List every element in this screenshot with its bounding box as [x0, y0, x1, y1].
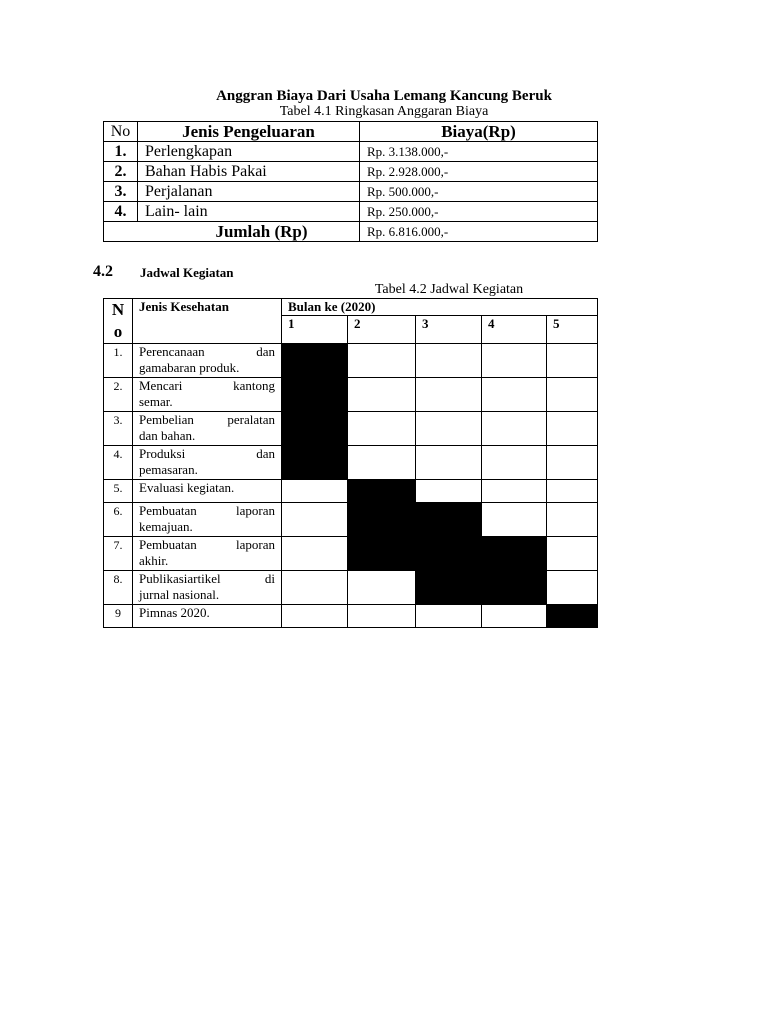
activity-line1: Pembuatan laporan [139, 503, 275, 518]
activity-line1: Publikasiartikel di [139, 571, 275, 586]
schedule-cell-empty [482, 503, 547, 537]
schedule-cell-empty [482, 412, 547, 446]
row-number: 4. [104, 202, 138, 222]
activity-cell [133, 537, 282, 571]
schedule-cell-filled [348, 537, 416, 571]
table-row [104, 605, 598, 628]
row-number: 3. [104, 412, 133, 446]
total-row [104, 222, 598, 242]
activity-cell [133, 344, 282, 378]
activity-cell [133, 480, 282, 503]
activity-cell [133, 446, 282, 480]
table-row [104, 480, 598, 503]
schedule-cell-filled [547, 605, 598, 628]
header-jenis-pengeluaran: Jenis Pengeluaran [138, 122, 360, 142]
header-no: No [104, 122, 138, 142]
row-number: 7. [104, 537, 133, 571]
schedule-cell-empty [348, 446, 416, 480]
schedule-cell-filled [282, 344, 348, 378]
row-number: 3. [104, 182, 138, 202]
month-label: 1 [282, 316, 348, 344]
table2-caption: Tabel 4.2 Jadwal Kegiatan [374, 282, 524, 297]
table-row [104, 202, 598, 222]
schedule-cell-empty [416, 480, 482, 503]
expense-cost: Rp. 2.928.000,- [360, 162, 598, 182]
table-row [104, 344, 598, 378]
header-no-line1: N [111, 300, 125, 319]
schedule-cell-empty [416, 605, 482, 628]
schedule-cell-filled [416, 503, 482, 537]
activity-line2: akhir. [139, 553, 169, 568]
schedule-cell-empty [547, 412, 598, 446]
schedule-cell-filled [482, 537, 547, 571]
row-number: 6. [104, 503, 133, 537]
month-label: 2 [348, 316, 416, 344]
row-number: 5. [104, 480, 133, 503]
activity-cell [133, 412, 282, 446]
schedule-body [104, 344, 598, 628]
total-value: Rp. 6.816.000,- [360, 222, 598, 242]
row-number: 1. [104, 344, 133, 378]
schedule-cell-empty [416, 412, 482, 446]
activity-cell [133, 378, 282, 412]
table-row [104, 446, 598, 480]
schedule-cell-empty [482, 605, 547, 628]
table-row [104, 142, 598, 162]
table-row [104, 537, 598, 571]
budget-table-header [104, 122, 598, 142]
schedule-cell-empty [547, 537, 598, 571]
row-number: 4. [104, 446, 133, 480]
row-number: 2. [104, 162, 138, 182]
month-label: 5 [547, 316, 598, 344]
schedule-cell-empty [547, 503, 598, 537]
activity-line1: Produksi dan [139, 446, 275, 461]
month-label: 3 [416, 316, 482, 344]
table-row [104, 378, 598, 412]
schedule-cell-empty [482, 378, 547, 412]
schedule-cell-empty [482, 446, 547, 480]
schedule-cell-empty [282, 605, 348, 628]
schedule-cell-empty [282, 537, 348, 571]
activity-line1: Pembuatan laporan [139, 537, 275, 552]
activity-line1: Evaluasi kegiatan. [139, 480, 235, 495]
schedule-cell-filled [416, 571, 482, 605]
schedule-cell-empty [348, 344, 416, 378]
expense-name: Perjalanan [138, 182, 360, 202]
schedule-header-row [104, 299, 598, 316]
schedule-table [103, 298, 598, 628]
document-title: Anggran Biaya Dari Usaha Lemang Kancung Beruk [216, 88, 552, 104]
schedule-cell-filled [348, 503, 416, 537]
activity-line1: Mencari kantong [139, 378, 275, 393]
header-no-line2: o [113, 322, 123, 341]
section-title: Jadwal Kegiatan [140, 265, 234, 280]
expense-name: Lain- lain [138, 202, 360, 222]
expense-name: Bahan Habis Pakai [138, 162, 360, 182]
schedule-cell-empty [416, 446, 482, 480]
table1-caption: Tabel 4.1 Ringkasan Anggaran Biaya [279, 104, 489, 119]
activity-line2: jurnal nasional. [139, 587, 220, 602]
schedule-cell-empty [547, 344, 598, 378]
table-row [104, 182, 598, 202]
schedule-cell-empty [416, 344, 482, 378]
activity-cell [133, 605, 282, 628]
row-number: 9 [104, 605, 133, 628]
table-row [104, 162, 598, 182]
header-months: Bulan ke (2020) [282, 299, 598, 316]
table-row [104, 571, 598, 605]
activity-line2: gamabaran produk. [139, 360, 240, 375]
section-number: 4.2 [93, 263, 113, 280]
schedule-cell-empty [416, 378, 482, 412]
schedule-cell-empty [348, 412, 416, 446]
header-biaya: Biaya(Rp) [360, 122, 598, 142]
schedule-cell-filled [348, 480, 416, 503]
schedule-cell-filled [482, 571, 547, 605]
month-label: 4 [482, 316, 547, 344]
activity-line2: dan bahan. [139, 428, 196, 443]
activity-cell [133, 571, 282, 605]
expense-cost: Rp. 250.000,- [360, 202, 598, 222]
activity-line2: pemasaran. [139, 462, 198, 477]
activity-line1: Perencanaan dan [139, 344, 275, 359]
schedule-cell-empty [282, 480, 348, 503]
row-number: 2. [104, 378, 133, 412]
expense-name: Perlengkapan [138, 142, 360, 162]
activity-line1: Pembelian peralatan [139, 412, 275, 427]
schedule-cell-empty [348, 378, 416, 412]
schedule-cell-empty [547, 571, 598, 605]
schedule-cell-empty [482, 344, 547, 378]
schedule-cell-empty [282, 503, 348, 537]
schedule-cell-empty [547, 446, 598, 480]
table-row [104, 412, 598, 446]
schedule-cell-filled [282, 412, 348, 446]
table-row [104, 503, 598, 537]
expense-cost: Rp. 3.138.000,- [360, 142, 598, 162]
schedule-cell-empty [547, 378, 598, 412]
header-no [104, 299, 133, 344]
schedule-cell-empty [282, 571, 348, 605]
schedule-cell-empty [348, 605, 416, 628]
budget-table [103, 121, 598, 242]
expense-cost: Rp. 500.000,- [360, 182, 598, 202]
schedule-cell-empty [482, 480, 547, 503]
activity-line2: semar. [139, 394, 173, 409]
activity-line1: Pimnas 2020. [139, 605, 210, 620]
activity-line2: kemajuan. [139, 519, 193, 534]
row-number: 1. [104, 142, 138, 162]
activity-cell [133, 503, 282, 537]
total-label: Jumlah (Rp) [104, 222, 360, 242]
schedule-cell-filled [282, 378, 348, 412]
header-activity: Jenis Kesehatan [133, 299, 282, 344]
row-number: 8. [104, 571, 133, 605]
schedule-cell-filled [416, 537, 482, 571]
schedule-cell-filled [282, 446, 348, 480]
schedule-cell-empty [348, 571, 416, 605]
schedule-cell-empty [547, 480, 598, 503]
